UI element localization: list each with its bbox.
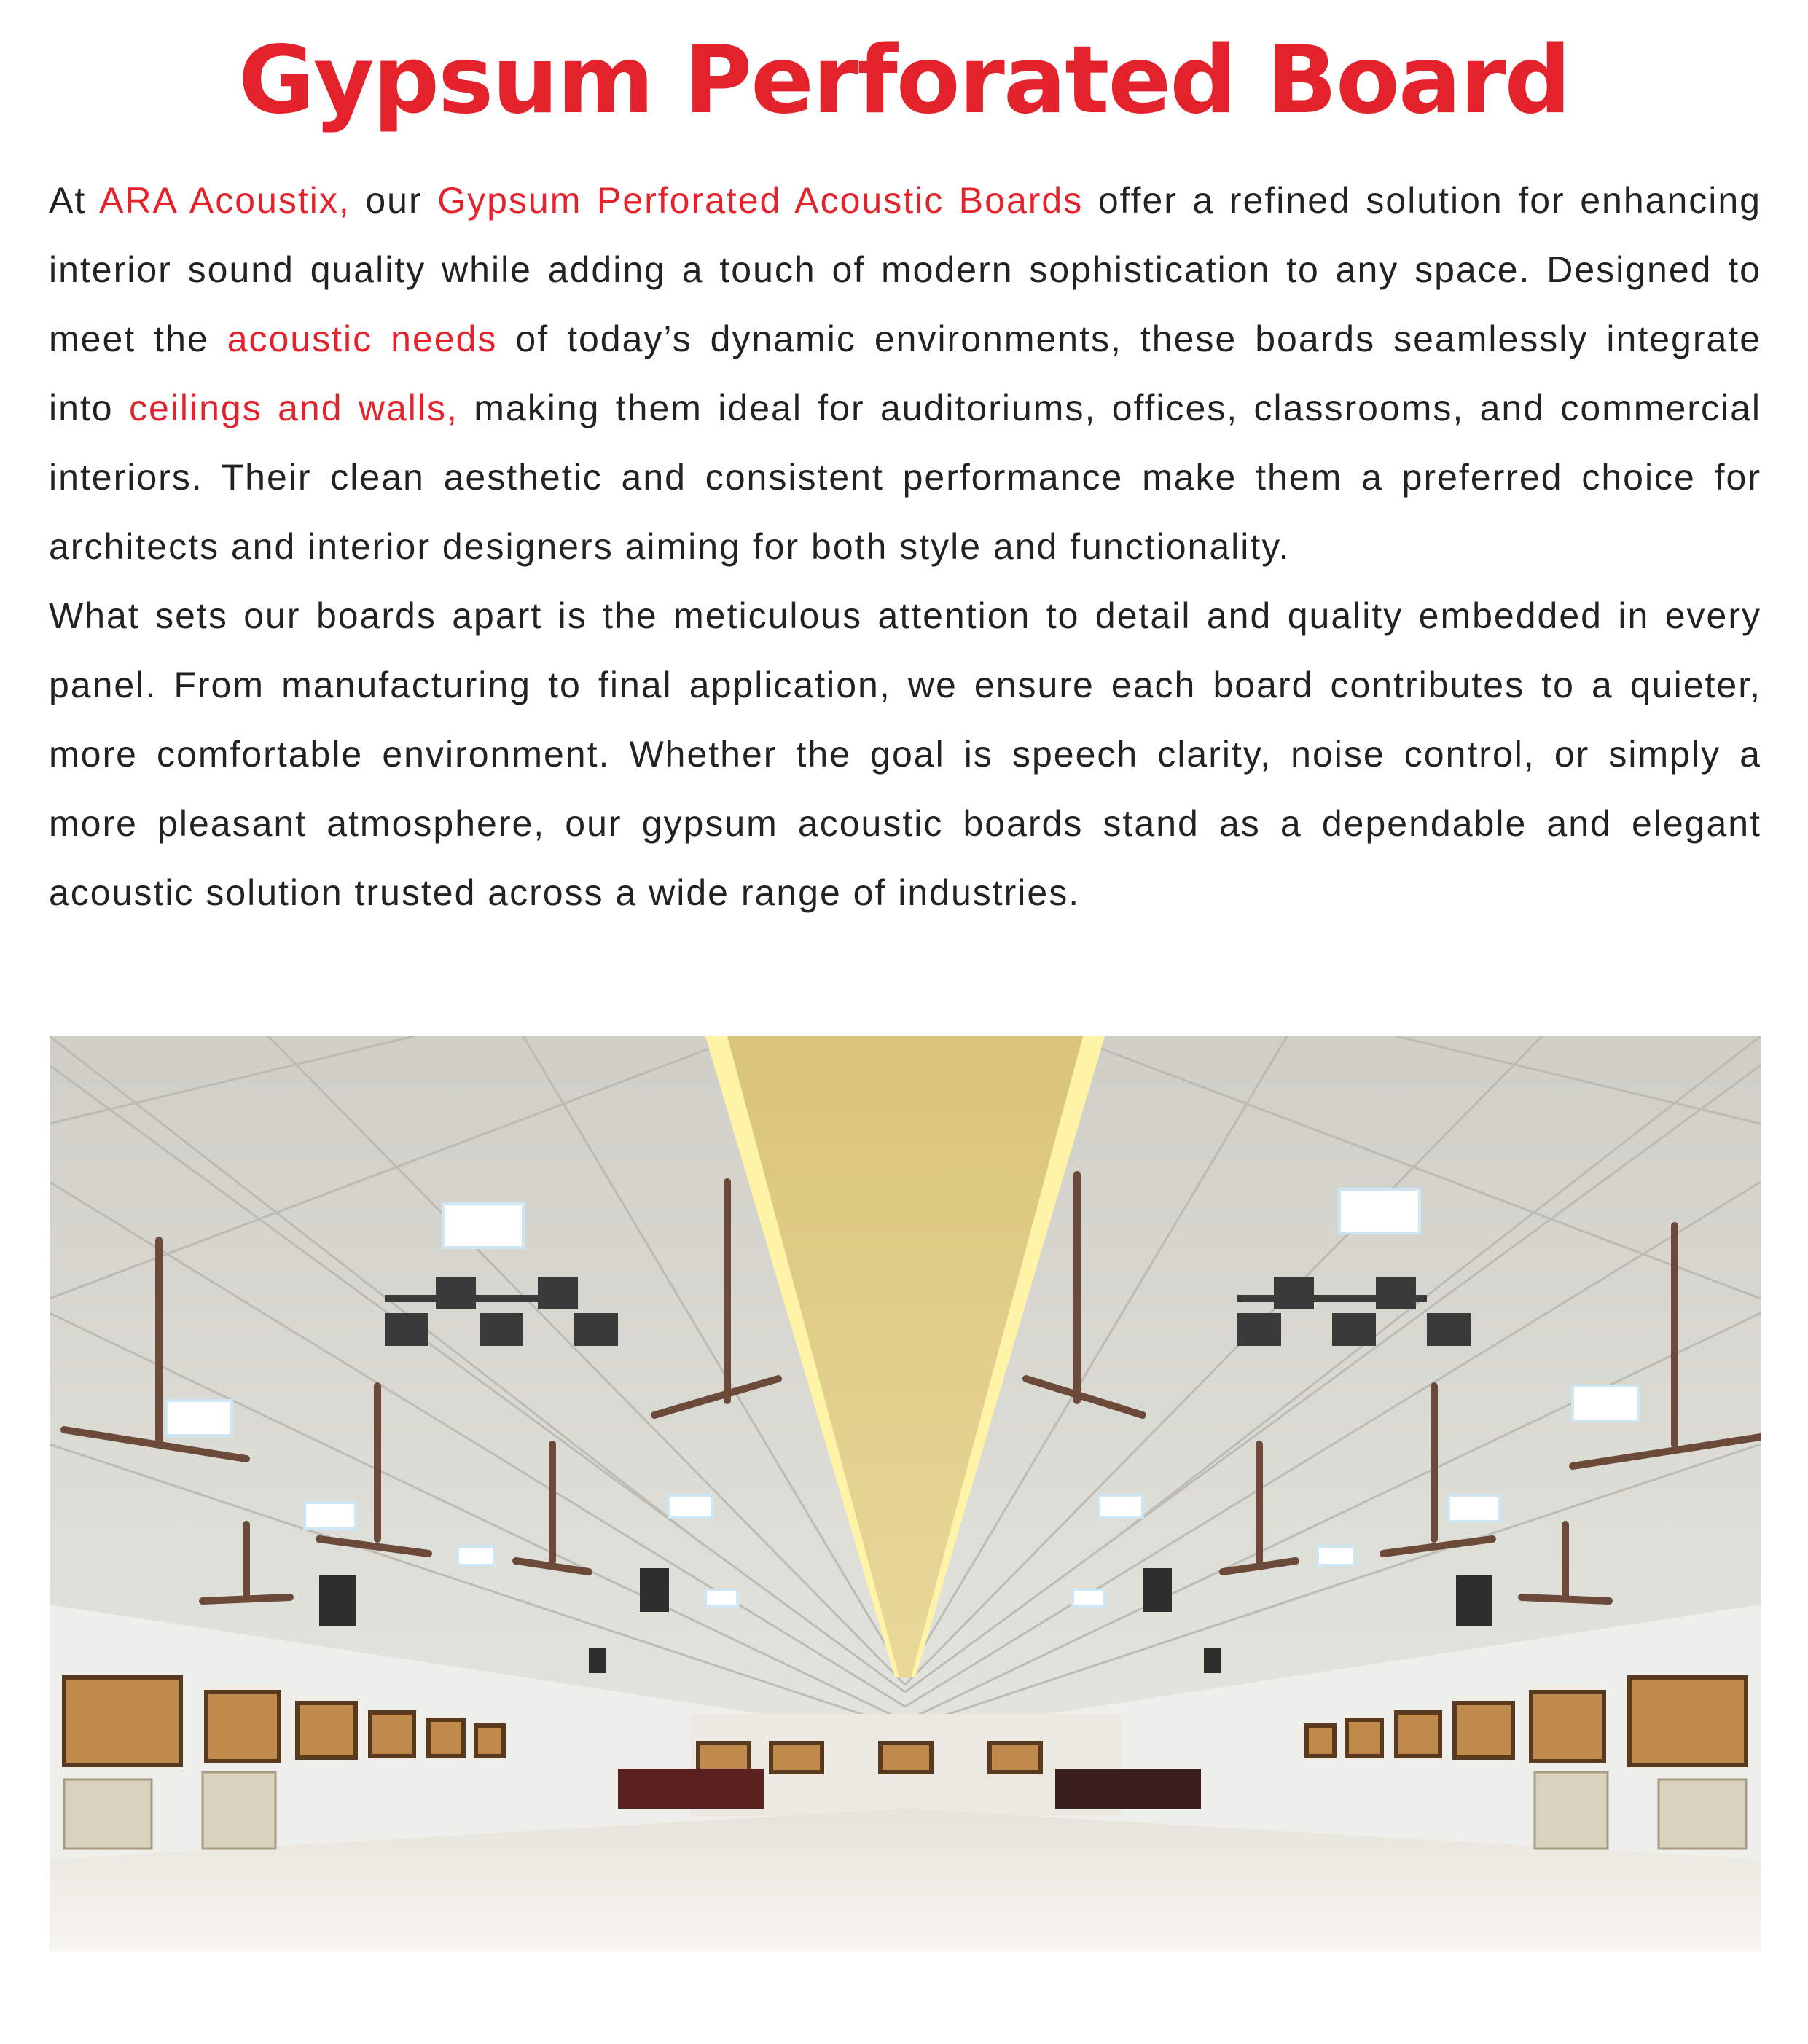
quality-paragraph: What sets our boards apart is the meticulous attention to detail and quality embedded in every panel. From manufacturing to final application, we ensure each board contributes to a quieter, more comfortable environment. Whether the goal is speech clarity, noise control, or simply a more pleasant atmosphere, our gypsum acoustic boards stand as a dependable and elegant acoustic solution trusted across a wide range of industries.	[49, 595, 1761, 913]
intro-text-2: our	[350, 180, 438, 221]
intro-paragraph	[49, 166, 1761, 582]
chairs-right	[1055, 1769, 1201, 1809]
intro-text-1: At	[49, 180, 100, 221]
intro-text-3: offer a refined solution for enhancing interior sound quality while adding a touch of modern sophistication to any space. Designed to meet the	[49, 180, 1761, 359]
hall-illustration	[50, 1036, 1761, 1951]
brand-highlight: ARA Acoustix,	[99, 180, 351, 221]
description	[49, 166, 1761, 928]
acoustic-needs-highlight: acoustic needs	[227, 318, 498, 359]
hall-ceiling-photo	[50, 1036, 1761, 1951]
intro-text-5: making them ideal for auditoriums, offices, classrooms, and commercial interiors. Their clean aesthetic and consistent performance make them a preferred choice for architects and interior designers aiming for both style and functionality.	[49, 388, 1761, 567]
intro-text-4: of today’s dynamic environments, these boards seamlessly integrate into	[49, 318, 1762, 428]
page-title: Gypsum Perforated Board	[238, 26, 1570, 135]
product-highlight: Gypsum Perforated Acoustic Boards	[437, 180, 1084, 221]
ceilings-walls-highlight: ceilings and walls,	[128, 388, 458, 428]
chairs-left	[618, 1769, 764, 1809]
